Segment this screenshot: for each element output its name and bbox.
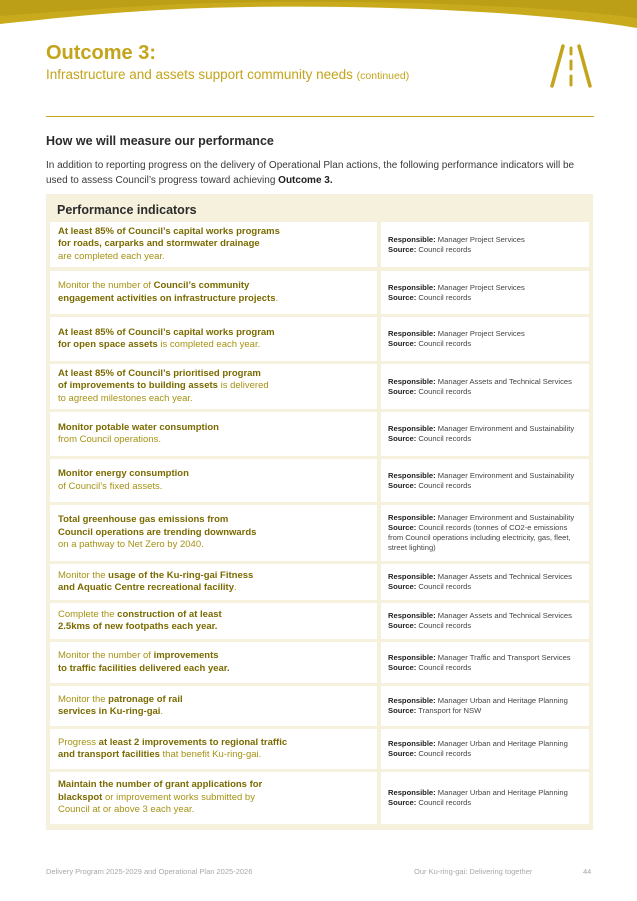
page-header <box>46 42 591 84</box>
source-value: Council records <box>416 244 472 254</box>
source-value: Council records <box>416 749 472 758</box>
indicator-highlight: At least 85% of Council’s prioritised program <box>58 367 261 379</box>
source-line <box>388 582 583 592</box>
indicator-row <box>50 642 589 683</box>
responsible-line <box>388 235 583 245</box>
indicator-highlight: usage of the Ku-ring-gai Fitness <box>108 569 254 581</box>
source-value: Council records <box>416 798 472 807</box>
responsible-value: Manager Assets and Technical Services <box>435 376 572 386</box>
indicator-highlight: for roads, carparks and stormwater drainage <box>58 238 260 250</box>
indicator-text-segment: Monitor the <box>58 569 109 581</box>
indicator-description <box>50 505 377 561</box>
indicator-text-segment: Monitor the <box>58 693 109 705</box>
responsible-label: Responsible: <box>388 513 436 522</box>
indicator-description <box>50 772 377 824</box>
source-label: Source: <box>388 749 417 758</box>
indicator-row <box>50 772 589 824</box>
responsible-label: Responsible: <box>388 611 436 620</box>
footer-document-title: Delivery Program 2025-2029 and Operational Plan 2025-2026 <box>46 867 253 876</box>
source-line <box>388 706 583 716</box>
source-label: Source: <box>388 292 417 302</box>
indicator-row <box>50 729 589 769</box>
indicator-text-segment: of Council’s fixed assets. <box>58 480 163 492</box>
indicator-text <box>58 368 369 406</box>
indicator-highlight: engagement activities on infrastructure projects <box>58 292 276 304</box>
source-label: Source: <box>388 386 417 396</box>
indicator-responsibility <box>381 364 589 409</box>
responsible-value: Manager Project Services <box>435 234 525 244</box>
source-line <box>388 387 583 397</box>
indicator-highlight: At least 85% of Council’s capital works programs <box>58 225 280 237</box>
responsible-label: Responsible: <box>388 376 436 386</box>
responsible-line <box>388 513 583 523</box>
indicator-text-segment: from Council operations. <box>58 434 161 445</box>
indicator-text-segment: is completed each year. <box>157 339 261 350</box>
indicator-text <box>58 737 369 762</box>
indicator-highlight: Maintain the number of grant applications for <box>58 779 263 791</box>
responsible-label: Responsible: <box>388 329 436 338</box>
responsible-line <box>388 653 583 663</box>
indicator-text-segment: Council at or above 3 each year. <box>58 804 195 816</box>
source-line <box>388 339 583 349</box>
indicator-responsibility <box>381 412 589 456</box>
subtitle-continued: (continued) <box>356 70 410 82</box>
indicator-row <box>50 364 589 409</box>
indicator-description <box>50 271 377 314</box>
indicator-responsibility <box>381 564 589 600</box>
responsible-line <box>388 424 583 434</box>
indicator-text <box>58 570 369 595</box>
indicator-text-segment: . <box>233 582 237 593</box>
source-value: Council records <box>416 292 472 302</box>
indicator-description <box>50 412 377 456</box>
indicator-text <box>58 694 369 719</box>
responsible-line <box>388 471 583 481</box>
indicator-text-segment: Monitor the number of <box>58 650 154 661</box>
responsible-line <box>388 377 583 387</box>
indicator-row <box>50 222 589 267</box>
indicator-highlight: Total greenhouse gas emissions from <box>58 514 229 526</box>
responsible-line <box>388 696 583 706</box>
indicator-text-segment: to agreed milestones each year. <box>58 392 193 404</box>
source-value: Council records <box>416 662 472 672</box>
indicator-responsibility <box>381 603 589 639</box>
indicator-text-segment: Complete the <box>58 608 118 620</box>
indicator-text <box>58 514 369 552</box>
indicator-highlight: patronage of rail <box>108 693 183 705</box>
responsible-value: Manager Project Services <box>435 282 525 292</box>
responsible-value: Manager Environment and Sustainability <box>435 470 575 480</box>
page-subtitle <box>46 67 591 84</box>
indicator-highlight: Council’s community <box>153 280 250 291</box>
indicator-highlight: services in Ku-ring-gai <box>58 706 161 717</box>
responsible-line <box>388 572 583 582</box>
indicator-responsibility <box>381 222 589 267</box>
subtitle-text: Infrastructure and assets support community needs <box>46 67 353 82</box>
indicator-highlight: and transport facilities <box>58 749 160 760</box>
source-label: Source: <box>388 662 417 672</box>
indicator-responsibility <box>381 317 589 361</box>
responsible-value: Manager Project Services <box>435 329 525 338</box>
source-value: Council records <box>416 621 472 630</box>
source-line <box>388 523 583 553</box>
indicator-description <box>50 642 377 683</box>
responsible-label: Responsible: <box>388 282 436 292</box>
responsible-line <box>388 611 583 621</box>
indicator-row <box>50 686 589 726</box>
indicator-text <box>58 468 369 493</box>
source-line <box>388 434 583 444</box>
indicator-highlight: at least 2 improvements to regional traffic <box>98 736 288 748</box>
indicator-text-segment: is delivered <box>217 380 269 392</box>
indicator-highlight: Council operations are trending downwards <box>58 526 257 538</box>
indicator-text <box>58 280 369 305</box>
source-line <box>388 798 583 808</box>
indicator-text-segment: that benefit Ku-ring-gai. <box>159 749 262 760</box>
indicator-highlight: of improvements to building assets <box>58 380 218 392</box>
source-label: Source: <box>388 339 417 348</box>
responsible-value: Manager Environment and Sustainability <box>435 424 575 433</box>
source-label: Source: <box>388 480 417 490</box>
indicator-text <box>58 609 369 634</box>
responsible-value: Manager Urban and Heritage Planning <box>435 739 568 748</box>
responsible-label: Responsible: <box>388 470 436 480</box>
source-line <box>388 663 583 673</box>
source-value: Council records <box>416 434 472 443</box>
source-value: Council records <box>416 386 472 396</box>
indicator-text-segment: . <box>275 292 279 304</box>
indicator-highlight: for open space assets <box>58 339 158 350</box>
responsible-line <box>388 739 583 749</box>
indicator-description <box>50 729 377 769</box>
indicator-text <box>58 422 369 447</box>
footer-tagline: Our Ku-ring-gai: Delivering together <box>414 867 533 876</box>
responsible-label: Responsible: <box>388 652 436 662</box>
indicator-text-segment: Monitor the number of <box>58 280 154 291</box>
intro-paragraph <box>46 158 586 188</box>
responsible-value: Manager Environment and Sustainability <box>435 513 575 522</box>
indicator-responsibility <box>381 505 589 561</box>
source-value: Council records <box>416 582 472 591</box>
page-title: Outcome 3: <box>46 42 157 64</box>
indicator-highlight: to traffic facilities delivered each year. <box>58 662 230 674</box>
indicator-row <box>50 505 589 561</box>
indicator-responsibility <box>381 686 589 726</box>
responsible-label: Responsible: <box>388 572 436 581</box>
indicator-highlight: At least 85% of Council’s capital works program <box>58 326 275 338</box>
source-line <box>388 621 583 631</box>
source-label: Source: <box>388 434 417 443</box>
indicator-highlight: and Aquatic Centre recreational facility <box>58 582 234 593</box>
source-line <box>388 245 583 255</box>
indicator-description <box>50 603 377 639</box>
responsible-label: Responsible: <box>388 788 436 797</box>
indicator-description <box>50 222 377 267</box>
indicator-text-segment: or improvement works submitted by <box>102 791 255 803</box>
indicator-responsibility <box>381 772 589 824</box>
source-line <box>388 293 583 303</box>
source-line <box>388 481 583 491</box>
intro-text: In addition to reporting progress on the delivery of Operational Plan actions, the following performance indicators will be used to assess Council’s progress toward achieving <box>46 160 575 186</box>
indicator-text-segment: Progress <box>58 736 99 748</box>
responsible-value: Manager Urban and Heritage Planning <box>435 696 568 705</box>
indicator-row <box>50 459 589 502</box>
indicator-responsibility <box>381 642 589 683</box>
indicator-row <box>50 317 589 361</box>
source-label: Source: <box>388 582 417 591</box>
source-label: Source: <box>388 523 417 532</box>
source-label: Source: <box>388 706 417 715</box>
road-icon <box>549 44 593 88</box>
indicator-text <box>58 779 369 817</box>
responsible-value: Manager Assets and Technical Services <box>435 611 572 620</box>
intro-outcome: Outcome 3. <box>278 175 333 186</box>
header-divider <box>46 116 594 117</box>
indicator-row <box>50 271 589 314</box>
responsible-value: Manager Assets and Technical Services <box>435 572 572 581</box>
responsible-value: Manager Traffic and Transport Services <box>435 652 571 662</box>
indicator-responsibility <box>381 459 589 502</box>
indicator-highlight: blackspot <box>58 791 103 803</box>
decorative-header-band <box>0 0 637 28</box>
performance-indicators-panel <box>46 194 593 830</box>
indicator-highlight: Monitor energy consumption <box>58 468 189 479</box>
responsible-line <box>388 329 583 339</box>
indicator-row <box>50 564 589 600</box>
indicator-text <box>58 650 369 675</box>
indicator-text <box>58 226 369 264</box>
source-label: Source: <box>388 621 417 630</box>
responsible-line <box>388 788 583 798</box>
source-label: Source: <box>388 798 417 807</box>
indicator-row <box>50 603 589 639</box>
indicator-text-segment: . <box>160 706 164 717</box>
indicator-description <box>50 564 377 600</box>
indicator-description <box>50 686 377 726</box>
indicator-description <box>50 459 377 502</box>
source-label: Source: <box>388 244 417 254</box>
source-line <box>388 749 583 759</box>
responsible-value: Manager Urban and Heritage Planning <box>435 788 568 797</box>
responsible-label: Responsible: <box>388 739 436 748</box>
footer-page-number: 44 <box>583 867 592 876</box>
responsible-label: Responsible: <box>388 234 436 244</box>
indicator-text <box>58 327 369 352</box>
indicator-row <box>50 412 589 456</box>
source-value: Transport for NSW <box>416 706 482 715</box>
responsible-line <box>388 283 583 293</box>
indicator-text-segment: on a pathway to Net Zero by 2040. <box>58 539 204 551</box>
indicator-text-segment: are completed each year. <box>58 250 165 262</box>
source-value: Council records <box>416 339 472 348</box>
indicator-description <box>50 317 377 361</box>
indicator-highlight: Monitor potable water consumption <box>58 421 219 433</box>
panel-title: Performance indicators <box>57 203 197 217</box>
indicator-highlight: construction of at least <box>117 608 222 620</box>
indicator-highlight: improvements <box>153 650 219 661</box>
indicator-description <box>50 364 377 409</box>
responsible-label: Responsible: <box>388 424 436 433</box>
responsible-label: Responsible: <box>388 696 436 705</box>
indicator-highlight: 2.5kms of new footpaths each year. <box>58 621 218 632</box>
indicator-responsibility <box>381 729 589 769</box>
source-value: Council records (tonnes of CO2-e emissions from Council operations including electricity, gas, fleet, street lighting) <box>388 523 571 552</box>
indicator-responsibility <box>381 271 589 314</box>
section-heading: How we will measure our performance <box>46 134 274 148</box>
source-value: Council records <box>416 480 472 490</box>
